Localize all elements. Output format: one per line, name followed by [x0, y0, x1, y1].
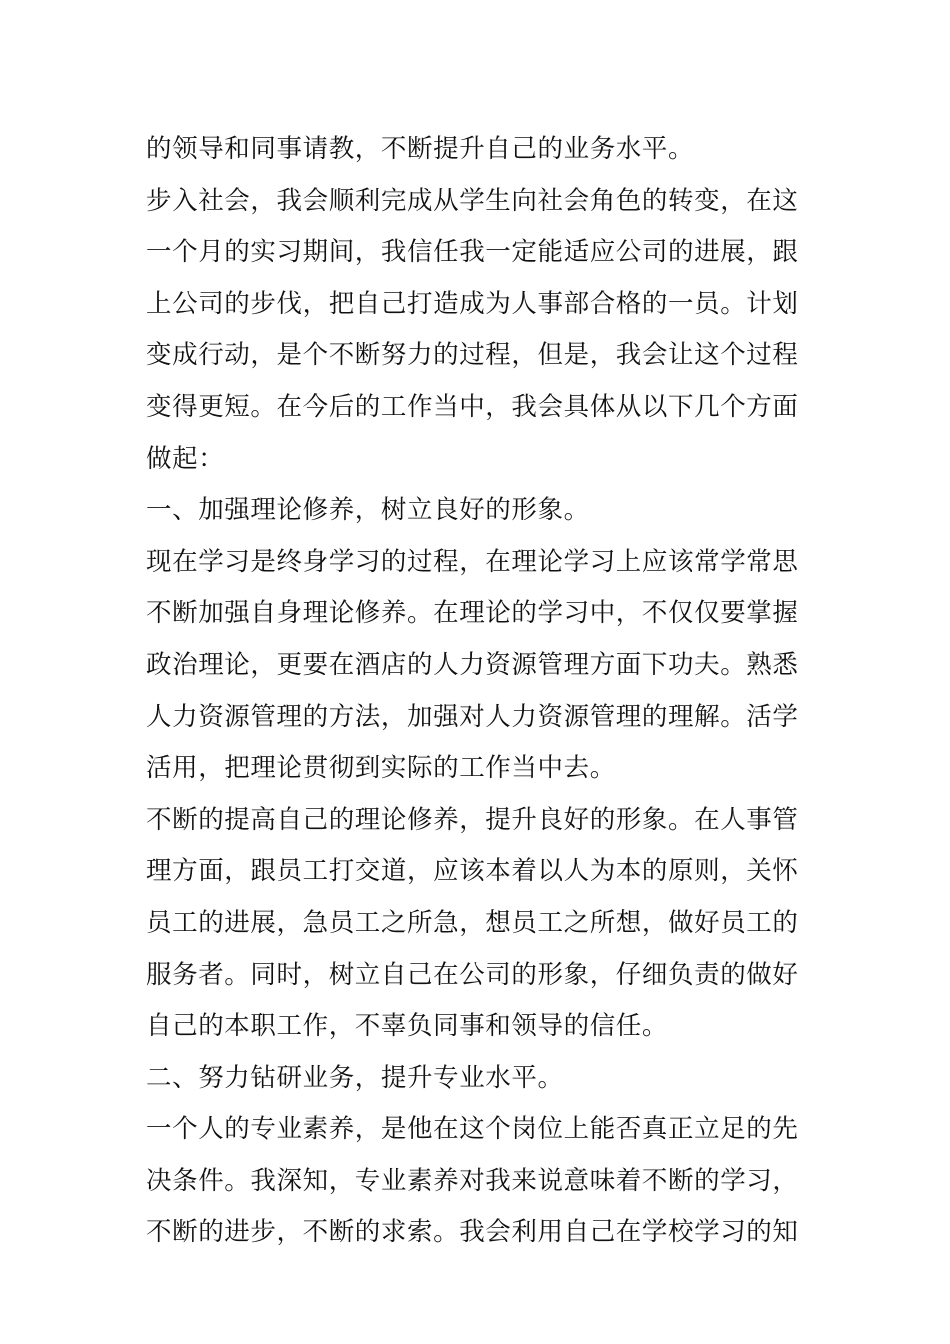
- text-line: 不断的提高自己的理论修养，提升良好的形象。在人事管: [146, 804, 799, 835]
- text-line: 不断的进步，不断的求索。我会利用自己在学校学习的知: [146, 1217, 799, 1248]
- text-line: 变成行动，是个不断努力的过程，但是，我会让这个过程: [146, 340, 799, 371]
- text-line: 政治理论，更要在酒店的人力资源管理方面下功夫。熟悉: [146, 649, 799, 680]
- text-line: 活用，把理论贯彻到实际的工作当中去。: [146, 753, 616, 784]
- text-line: 理方面，跟员工打交道，应该本着以人为本的原则，关怀: [146, 856, 799, 887]
- document-body: [146, 124, 810, 1259]
- section-heading: 一、加强理论修养，树立良好的形象。: [146, 495, 590, 526]
- section-heading: 二、努力钻研业务，提升专业水平。: [146, 1062, 564, 1093]
- text-line: 上公司的步伐，把自己打造成为人事部合格的一员。计划: [146, 288, 799, 319]
- text-line: 变得更短。在今后的工作当中，我会具体从以下几个方面: [146, 391, 799, 422]
- text-line: 步入社会，我会顺利完成从学生向社会角色的转变，在这: [146, 185, 799, 216]
- text-line: 一个人的专业素养，是他在这个岗位上能否真正立足的先: [146, 1114, 799, 1145]
- text-line: 自己的本职工作，不辜负同事和领导的信任。: [146, 1011, 669, 1042]
- text-line: 不断加强自身理论修养。在理论的学习中，不仅仅要掌握: [146, 598, 799, 629]
- text-line: 服务者。同时，树立自己在公司的形象，仔细负责的做好: [146, 959, 799, 990]
- text-line: 做起：: [146, 443, 225, 474]
- text-line: 的领导和同事请教，不断提升自己的业务水平。: [146, 134, 695, 164]
- text-line: 现在学习是终身学习的过程，在理论学习上应该常学常思: [146, 546, 799, 577]
- text-line: 人力资源管理的方法，加强对人力资源管理的理解。活学: [146, 701, 799, 732]
- text-line: 决条件。我深知，专业素养对我来说意味着不断的学习，: [146, 1165, 799, 1196]
- text-line: 员工的进展，急员工之所急，想员工之所想，做好员工的: [146, 907, 799, 938]
- text-line: 一个月的实习期间，我信任我一定能适应公司的进展，跟: [146, 237, 799, 268]
